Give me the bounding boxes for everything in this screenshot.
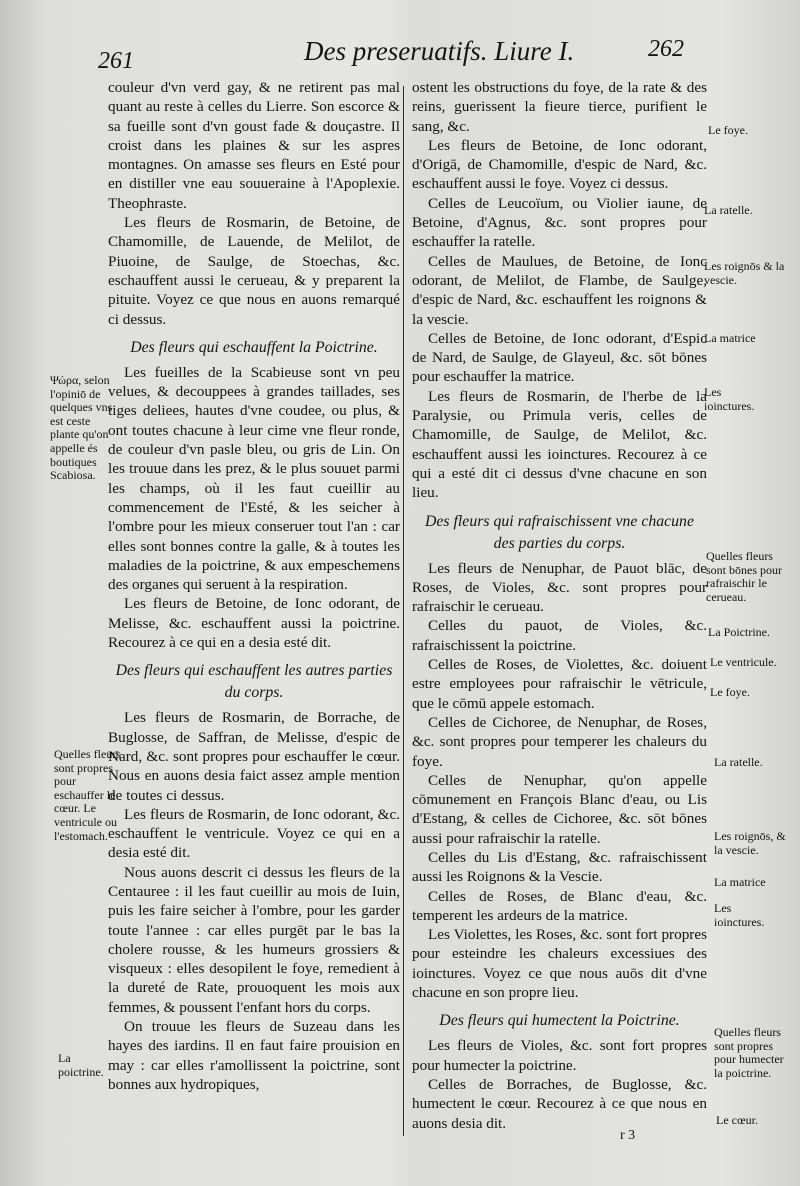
paragraph: Les fleurs de Rosmarin, de Borrache, de Buglosse, de Saffran, de Melisse, d'espic de Nard, &c. sont propres pour eschauffer le cœur. Nous en auons desia faict assez ample mention de toutes ci dessus. (108, 709, 400, 804)
section-heading: Des fleurs qui eschauffent les autres parties du corps. (115, 662, 393, 702)
margin-note-right: Les roignōs & la vescie. (704, 259, 785, 287)
column-divider (403, 86, 404, 1136)
margin-note-left: Ψώρα, selon l'opiniō de quelques vns est ceste plante qu'on appelle és boutiques Scabiosa. (50, 373, 113, 483)
margin-note-right: Le foye. (708, 123, 748, 137)
margin-note-right: Quelles fleurs sont propres pour humecter la poictrine. (714, 1025, 784, 1080)
paragraph: Les fleurs de Rosmarin, de Ionc odorant, &c. eschauffent le ventricule. Voyez ce qui en a desia esté dit. (108, 805, 400, 862)
page-number-right: 262 (648, 36, 684, 62)
paragraph: Celles du pauot, de Violes, &c. rafraischissent la poictrine. (412, 617, 707, 654)
margin-note-right: La Poictrine. (708, 625, 770, 639)
paragraph: Celles de Borraches, de Buglosse, &c. humectent le cœur. Recourez à ce que nous en auons desia dit. (412, 1075, 707, 1132)
paragraph: Celles de Nenuphar, qu'on appelle cōmunement en François Blanc d'eau, ou Lis d'Estang, & celles de Cichoree, &c. sōt bōnes aussi pour rafraischir la ratelle. (412, 771, 707, 847)
margin-note-right: Les ioinctures. (714, 901, 765, 929)
paragraph: Les fueilles de la Scabieuse sont vn peu velues, & decouppees à grandes taillades, ses tiges deliees, hautes d'vne coudee, ou plus, & ont toutes chacune à leur cime vne fleur ronde, de couleur d'vn pasle bleu, ou gris de Lin. On les trouue dans les prez, & le plus souuet parmi les champs, où il les faut cueillir au commencement de l'Esté, & les seicher à l'ombre pour les mieux conseruer tout l'an : car elles sont bonnes contre la galle, & à toutes les maladies de la poictrine, & aux empeschemens des organes qui seruent à la respiration. (108, 363, 400, 594)
paragraph: Celles du Lis d'Estang, &c. rafraischissent aussi les Roignons & la Vescie. (412, 848, 707, 886)
section-heading: Des fleurs qui eschauffent la Poictrine. (130, 338, 378, 356)
paragraph: Les Violettes, les Roses, &c. sont fort propres pour esteindre les chaleurs excessiues des ioinctures. Voyez ce que nous auōs dit d'vne chacune en son propre lieu. (412, 926, 707, 1002)
margin-note-right: La matrice (714, 875, 766, 889)
paragraph: Les fleurs de Betoine, de Ionc odorant, de Melisse, &c. eschauffent aussi la poictrine. Recourez à ce qui en a desia esté dit. (108, 595, 400, 652)
paragraph: Les fleurs de Nenuphar, de Pauot blāc, de Roses, de Violes, &c. sont propres pour rafraischir le cerueau. (412, 559, 707, 616)
paragraph: Celles de Roses, de Violettes, &c. doiuent estre employees pour rafraischir le vētricule, que le cōmū appele estomach. (412, 656, 707, 712)
paragraph: Les fleurs de Betoine, de Ionc odorant, d'Origā, de Chamomille, d'espic de Nard, &c. eschauffent aussi le foye. Voyez ci dessus. (412, 136, 707, 193)
paragraph: On trouue les fleurs de Suzeau dans les hayes des iardins. Il en faut faire prouision en may : car elles r'amollissent la poictrine, sont bonnes aux hydropiques, (108, 1018, 400, 1093)
section-heading: Des fleurs qui humectent la Poictrine. (439, 1012, 680, 1030)
margin-note-right: La ratelle. (704, 203, 753, 217)
paragraph: Celles de Roses, de Blanc d'eau, &c. temperent les ardeurs de la matrice. (412, 887, 707, 924)
paragraph: Celles de Cichoree, de Nenuphar, de Roses, &c. sont propres pour temperer les chaleurs du foye. (412, 713, 707, 770)
paragraph: Celles de Leucoïum, ou Violier iaune, de Betoine, d'Agnus, &c. sont propres pour eschauffer la ratelle. (412, 194, 707, 251)
margin-note-right: Les roignōs, & la vescie. (714, 829, 786, 857)
running-title: Des preseruatifs. Liure I. (304, 36, 575, 66)
paragraph: couleur d'vn verd gay, & ne retirent pas mal quant au reste à celles du Lierre. Son escorce & sa fueille sont d'vn goust fade & douçastre. Il croist dans les plaines & sur les aspres montagnes. On amasse ses fleurs en Esté pour en distiller vne eau souueraine à l'Apoplexie. Theophraste. (108, 79, 400, 212)
margin-note-right: Quelles fleurs sont bōnes pour rafraischir le cerueau. (706, 549, 782, 604)
paragraph: Celles de Maulues, de Betoine, de Ionc odorant, de Melilot, de Flambe, de Saulge, d'espic de Nard, &c. eschauffent les roignons & la vescie. (412, 252, 707, 328)
page-number-left: 261 (98, 48, 134, 74)
margin-note-right: Le ventricule. (710, 655, 777, 669)
margin-note-right: Le foye. (710, 685, 750, 699)
paragraph: ostent les obstructions du foye, de la rate & des reins, guerissent la fieure tierce, purifient le sang, &c. (412, 79, 707, 135)
margin-note-left: La poictrine. (58, 1051, 104, 1079)
page-header (0, 34, 800, 74)
margin-note-right: Les ioinctures. (704, 385, 755, 413)
right-column (412, 78, 707, 1133)
left-column (108, 78, 400, 1094)
margin-note-right: La ratelle. (714, 755, 763, 769)
paragraph: Les fleurs de Rosmarin, de l'herbe de la Paralysie, ou Primula veris, celles de Chamomille, de Saulge, de Melilot, &c. eschauffent aussi les ioinctures. Recourez à ce qui a esté dit ci dessus d'vne chacune en son lieu. (412, 387, 707, 502)
margin-note-right: Le cœur. (716, 1113, 758, 1127)
paragraph: Nous auons descrit ci dessus les fleurs de la Centauree : il les faut cueillir au mois de Iuin, puis les faire seicher à l'ombre, pour les garder toute l'annee : car elles purgēt par le bas la cholere rousse, & les humeurs grossiers & visqueux : elles desopilent le foye, remedient à la dureté de Rate, prouoquent les mois aux femmes, & poussent l'enfant hors du corps. (108, 863, 400, 1016)
paragraph: Celles de Betoine, de Ionc odorant, d'Espic de Nard, de Saulge, de Glayeul, &c. sōt bōnes pour eschauffer la matrice. (412, 329, 707, 386)
section-heading: Des fleurs qui rafraischissent vne chacune des parties du corps. (425, 512, 694, 552)
margin-note-left: Quelles fleurs sont propres pour eschauffer le cœur. Le ventricule ou l'estomach. (54, 747, 121, 843)
signature-mark: r 3 (620, 1128, 636, 1143)
paragraph: Les fleurs de Rosmarin, de Betoine, de Chamomille, de Lauende, de Melilot, de Piuoine, de Saulge, de Stoechas, &c. eschauffent aussi le cerueau, & y preparent la pituite. Voyez ce que nous en auons remarqué ci dessus. (108, 214, 400, 328)
paragraph: Les fleurs de Violes, &c. sont fort propres pour humecter la poictrine. (412, 1037, 707, 1074)
margin-note-right: La matrice (704, 331, 756, 345)
